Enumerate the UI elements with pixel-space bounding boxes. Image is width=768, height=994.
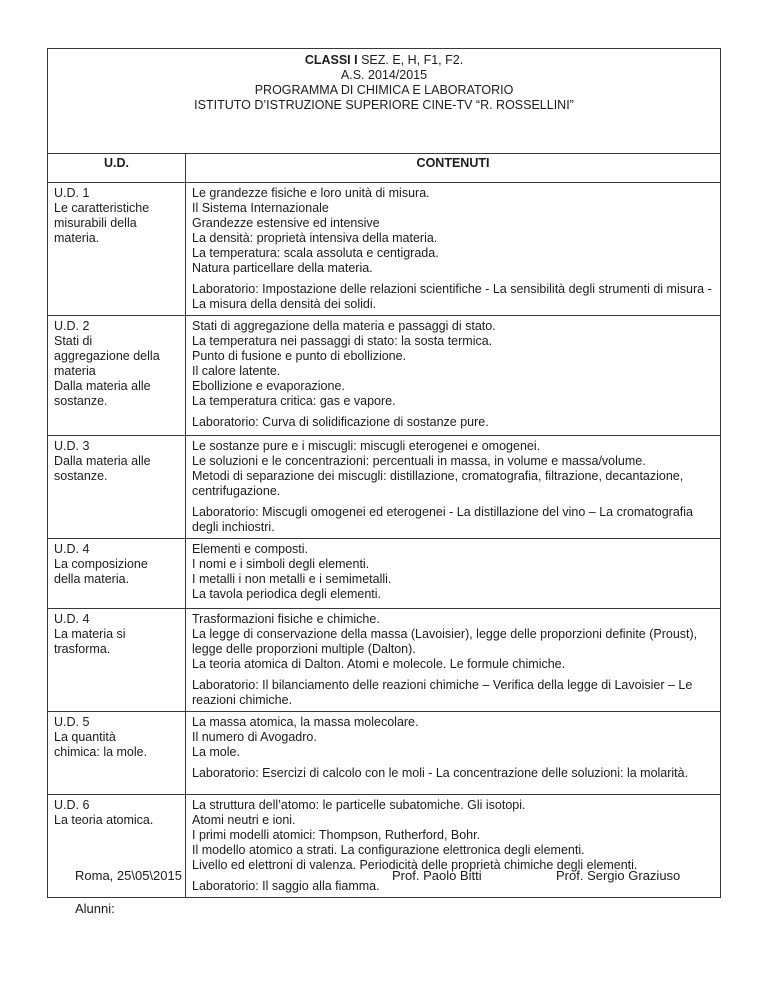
- ud-line: U.D. 3: [54, 439, 90, 453]
- content-cell: [186, 436, 721, 539]
- content-paragraph: Le soluzioni e le concentrazioni: percentuali in massa, in volume e massa/volume.: [192, 454, 646, 468]
- ud-line: materia: [54, 364, 96, 378]
- content-paragraph: La legge di conservazione della massa (Lavoisier), legge delle proporzioni definite (Proust), legge delle proporzioni multiple (Dalton).: [192, 627, 698, 656]
- ud-line: La teoria atomica.: [54, 813, 154, 827]
- ud-line: La composizione: [54, 557, 148, 571]
- content-paragraph: La teoria atomica di Dalton. Atomi e molecole. Le formule chimiche.: [192, 657, 566, 671]
- content-paragraph: Trasformazioni fisiche e chimiche.: [192, 612, 380, 626]
- ud-line: Le caratteristiche: [54, 201, 150, 215]
- table-row: [48, 609, 721, 712]
- ud-line: U.D. 1: [54, 186, 90, 200]
- table-row: [48, 712, 721, 795]
- footer-alunni-label: Alunni:: [75, 901, 115, 916]
- content-paragraph: Ebollizione e evaporazione.: [192, 379, 345, 393]
- content-paragraph: Grandezze estensive ed intensive: [192, 216, 380, 230]
- ud-line: Dalla materia alle: [54, 379, 151, 393]
- content-paragraph: La temperatura critica: gas e vapore.: [192, 394, 396, 408]
- content-paragraph: La mole.: [192, 745, 240, 759]
- content-paragraph: Elementi e composti.: [192, 542, 309, 556]
- ud-line: della materia.: [54, 572, 130, 586]
- laboratorio-paragraph: Laboratorio: Il saggio alla fiamma.: [192, 879, 380, 893]
- ud-cell: [48, 436, 186, 539]
- content-paragraph: La struttura dell’atomo: le particelle subatomiche. Gli isotopi.: [192, 798, 526, 812]
- content-cell: [186, 539, 721, 609]
- title-row: [48, 49, 721, 154]
- table-row: [48, 436, 721, 539]
- content-paragraph: Il numero di Avogadro.: [192, 730, 317, 744]
- title-classes-bold: CLASSI I: [304, 53, 358, 67]
- table-row: [48, 316, 721, 436]
- title-line-classes: [58, 53, 710, 68]
- content-paragraph: I nomi e i simboli degli elementi.: [192, 557, 370, 571]
- title-line-institute: ISTITUTO D’ISTRUZIONE SUPERIORE CINE-TV “R. ROSSELLINI”: [194, 98, 574, 112]
- ud-line: chimica: la mole.: [54, 745, 148, 759]
- content-paragraph: Il calore latente.: [192, 364, 281, 378]
- ud-line: U.D. 4: [54, 542, 90, 556]
- title-classes-rest: SEZ. E, H, F1, F2.: [357, 53, 464, 67]
- content-paragraph: Metodi di separazione dei miscugli: distillazione, cromatografia, filtrazione, decantazione, centrifugazione.: [192, 469, 684, 498]
- title-line-school-year: A.S. 2014/2015: [340, 68, 428, 82]
- column-header-ud: U.D.: [48, 154, 186, 183]
- document-title-block: [48, 49, 721, 154]
- course-table-body: [48, 183, 721, 898]
- ud-cell: [48, 539, 186, 609]
- ud-line: U.D. 4: [54, 612, 90, 626]
- column-header-contenuti: CONTENUTI: [186, 154, 721, 183]
- content-cell: [186, 609, 721, 712]
- laboratorio-paragraph: Laboratorio: Curva di solidificazione di sostanze pure.: [192, 415, 489, 429]
- content-paragraph: La massa atomica, la massa molecolare.: [192, 715, 419, 729]
- ud-line: La materia si: [54, 627, 126, 641]
- title-line-program: PROGRAMMA DI CHIMICA E LABORATORIO: [254, 83, 514, 97]
- ud-cell: [48, 316, 186, 436]
- footer-date: Roma, 25\05\2015: [75, 868, 182, 883]
- content-cell: [186, 712, 721, 795]
- course-program-table: [47, 48, 721, 898]
- ud-line: Stati di: [54, 334, 93, 348]
- content-paragraph: Le grandezze fisiche e loro unità di misura.: [192, 186, 430, 200]
- content-cell: [186, 183, 721, 316]
- ud-line: Dalla materia alle: [54, 454, 151, 468]
- ud-line: trasforma.: [54, 642, 111, 656]
- ud-cell: [48, 183, 186, 316]
- footer-professor-1: Prof. Paolo Bitti: [392, 868, 482, 883]
- content-paragraph: Natura particellare della materia.: [192, 261, 373, 275]
- ud-cell: [48, 712, 186, 795]
- laboratorio-paragraph: Laboratorio: Il bilanciamento delle reazioni chimiche – Verifica della legge di Lavoisier – Le reazioni chimiche.: [192, 678, 693, 707]
- content-paragraph: La tavola periodica degli elementi.: [192, 587, 382, 601]
- content-paragraph: La densità: proprietà intensiva della materia.: [192, 231, 438, 245]
- ud-line: U.D. 5: [54, 715, 90, 729]
- ud-line: materia.: [54, 231, 100, 245]
- laboratorio-paragraph: Laboratorio: Miscugli omogenei ed eterogenei - La distillazione del vino – La cromatografia degli inchiostri.: [192, 505, 693, 534]
- laboratorio-paragraph: Laboratorio: Impostazione delle relazioni scientifiche - La sensibilità degli strumenti di misura - La misura della densità dei solidi.: [192, 282, 712, 311]
- content-paragraph: Punto di fusione e punto di ebollizione.: [192, 349, 407, 363]
- ud-cell: [48, 609, 186, 712]
- content-cell: [186, 316, 721, 436]
- ud-line: U.D. 2: [54, 319, 90, 333]
- content-paragraph: La temperatura: scala assoluta e centigrada.: [192, 246, 439, 260]
- content-paragraph: I metalli i non metalli e i semimetalli.: [192, 572, 392, 586]
- content-paragraph: Le sostanze pure e i miscugli: miscugli eterogenei e omogenei.: [192, 439, 541, 453]
- content-paragraph: Stati di aggregazione della materia e passaggi di stato.: [192, 319, 496, 333]
- ud-line: La quantità: [54, 730, 116, 744]
- ud-line: sostanze.: [54, 394, 108, 408]
- column-header-row: [48, 154, 721, 183]
- content-paragraph: Livello ed elettroni di valenza. Periodicità delle proprietà chimiche degli elementi.: [192, 858, 638, 872]
- ud-line: misurabili della: [54, 216, 137, 230]
- laboratorio-paragraph: Laboratorio: Esercizi di calcolo con le moli - La concentrazione delle soluzioni: la molarità.: [192, 766, 689, 780]
- ud-line: aggregazione della: [54, 349, 160, 363]
- ud-line: U.D. 6: [54, 798, 90, 812]
- ud-line: sostanze.: [54, 469, 108, 483]
- content-paragraph: La temperatura nei passaggi di stato: la sosta termica.: [192, 334, 493, 348]
- content-paragraph: Il modello atomico a strati. La configurazione elettronica degli elementi.: [192, 843, 585, 857]
- footer-professor-2: Prof. Sergio Graziuso: [556, 868, 681, 883]
- content-paragraph: I primi modelli atomici: Thompson, Rutherford, Bohr.: [192, 828, 481, 842]
- content-paragraph: Il Sistema Internazionale: [192, 201, 329, 215]
- table-row: [48, 539, 721, 609]
- table-row: [48, 183, 721, 316]
- content-paragraph: Atomi neutri e ioni.: [192, 813, 296, 827]
